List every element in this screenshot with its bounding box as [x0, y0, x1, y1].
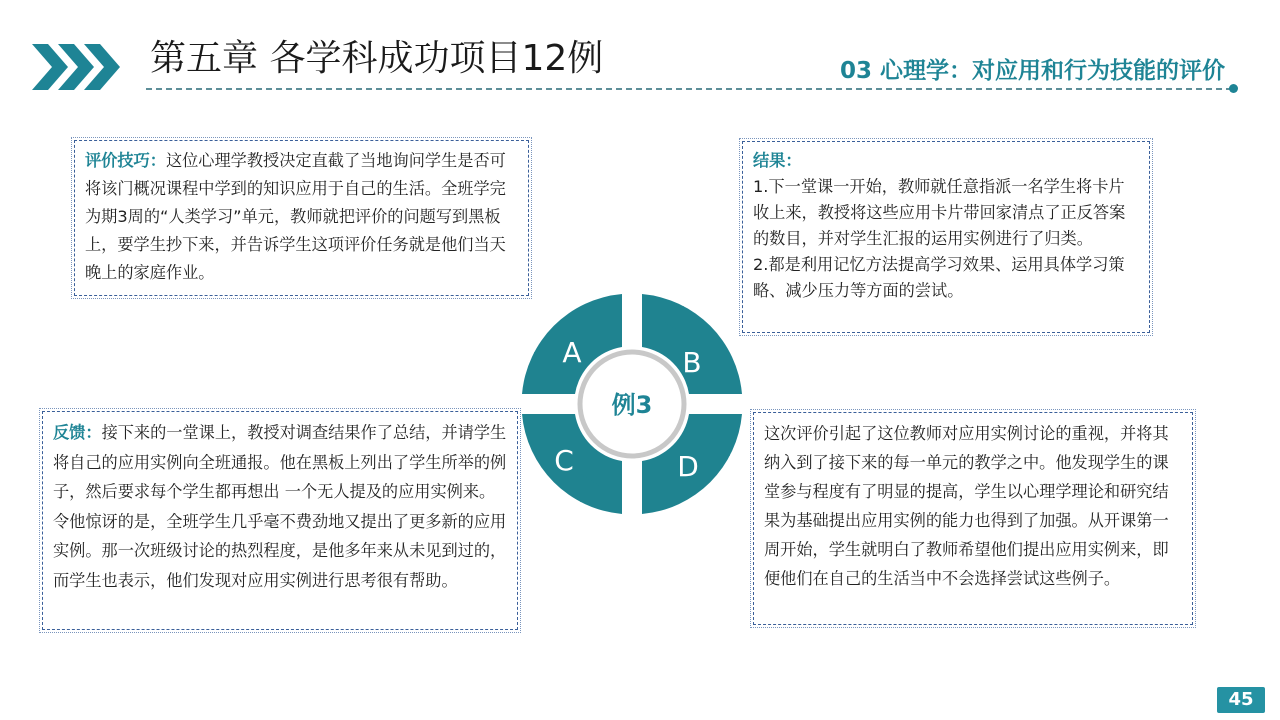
feedback-box — [42, 411, 518, 630]
segment-label-d: D — [677, 450, 699, 483]
segment-label-b: B — [682, 346, 702, 379]
result-item-2: 2.都是利用记忆方法提高学习效果、运用具体学习策略、减少压力等方面的尝试。 — [753, 255, 1125, 300]
segment-label-a: A — [562, 336, 582, 369]
evaluation-technique-box — [74, 140, 529, 296]
page-title: 第五章 各学科成功项目12例 — [150, 38, 604, 79]
result-item-1: 1.下一堂课一开始，教师就任意指派一名学生将卡片收上来，教授将这些应用卡片带回家清点了正反答案的数目，并对学生汇报的运用实例进行了归类。 — [753, 177, 1126, 248]
chevron-arrows-icon — [32, 44, 128, 90]
segment-label-c: C — [554, 444, 574, 477]
section-subtitle: 03 心理学：对应用和行为技能的评价 — [839, 58, 1225, 84]
conclusion-box — [753, 412, 1193, 625]
result-box — [742, 141, 1150, 333]
box-text: 接下来的一堂课上，教授对调查结果作了总结，并请学生将自己的应用实例向全班通报。他在黑板上列出了学生所举的例子，然后要求每个学生都再想出 一个无人提及的应用实例来。令他惊讶的是，全班学生几乎毫不费劲地又提出了更多新的应用实例。那一次班级讨论的热烈程度，是他多年来从未见到过的，而学生也表示，他们发现对应用实例进行思考很有帮助。 — [53, 423, 507, 590]
title-divider — [146, 88, 1232, 90]
box-heading: 反馈： — [53, 423, 102, 442]
page-number-badge: 45 — [1217, 687, 1265, 713]
box-heading: 结果： — [753, 151, 802, 170]
divider-end-dot — [1229, 84, 1238, 93]
center-label: 例3 — [611, 391, 653, 419]
box-text: 这位心理学教授决定直截了当地询问学生是否可将该门概况课程中学到的知识应用于自己的生活。全班学完为期3周的“人类学习”单元，教师就把评价的问题写到黑板上，要学生抄下来，并告诉学生这项评价任务就是他们当天晚上的家庭作业。 — [85, 151, 506, 282]
box-heading: 评价技巧： — [85, 151, 166, 170]
cycle-diagram — [508, 280, 756, 528]
box-text: 这次评价引起了这位教师对应用实例讨论的重视，并将其纳入到了接下来的每一单元的教学之中。他发现学生的课堂参与程度有了明显的提高，学生以心理学理论和研究结果为基础提出应用实例的能力也得到了加强。从开课第一周开始，学生就明白了教师希望他们提出应用实例来，即便他们在自己的生活当中不会选择尝试这些例子。 — [764, 424, 1169, 588]
